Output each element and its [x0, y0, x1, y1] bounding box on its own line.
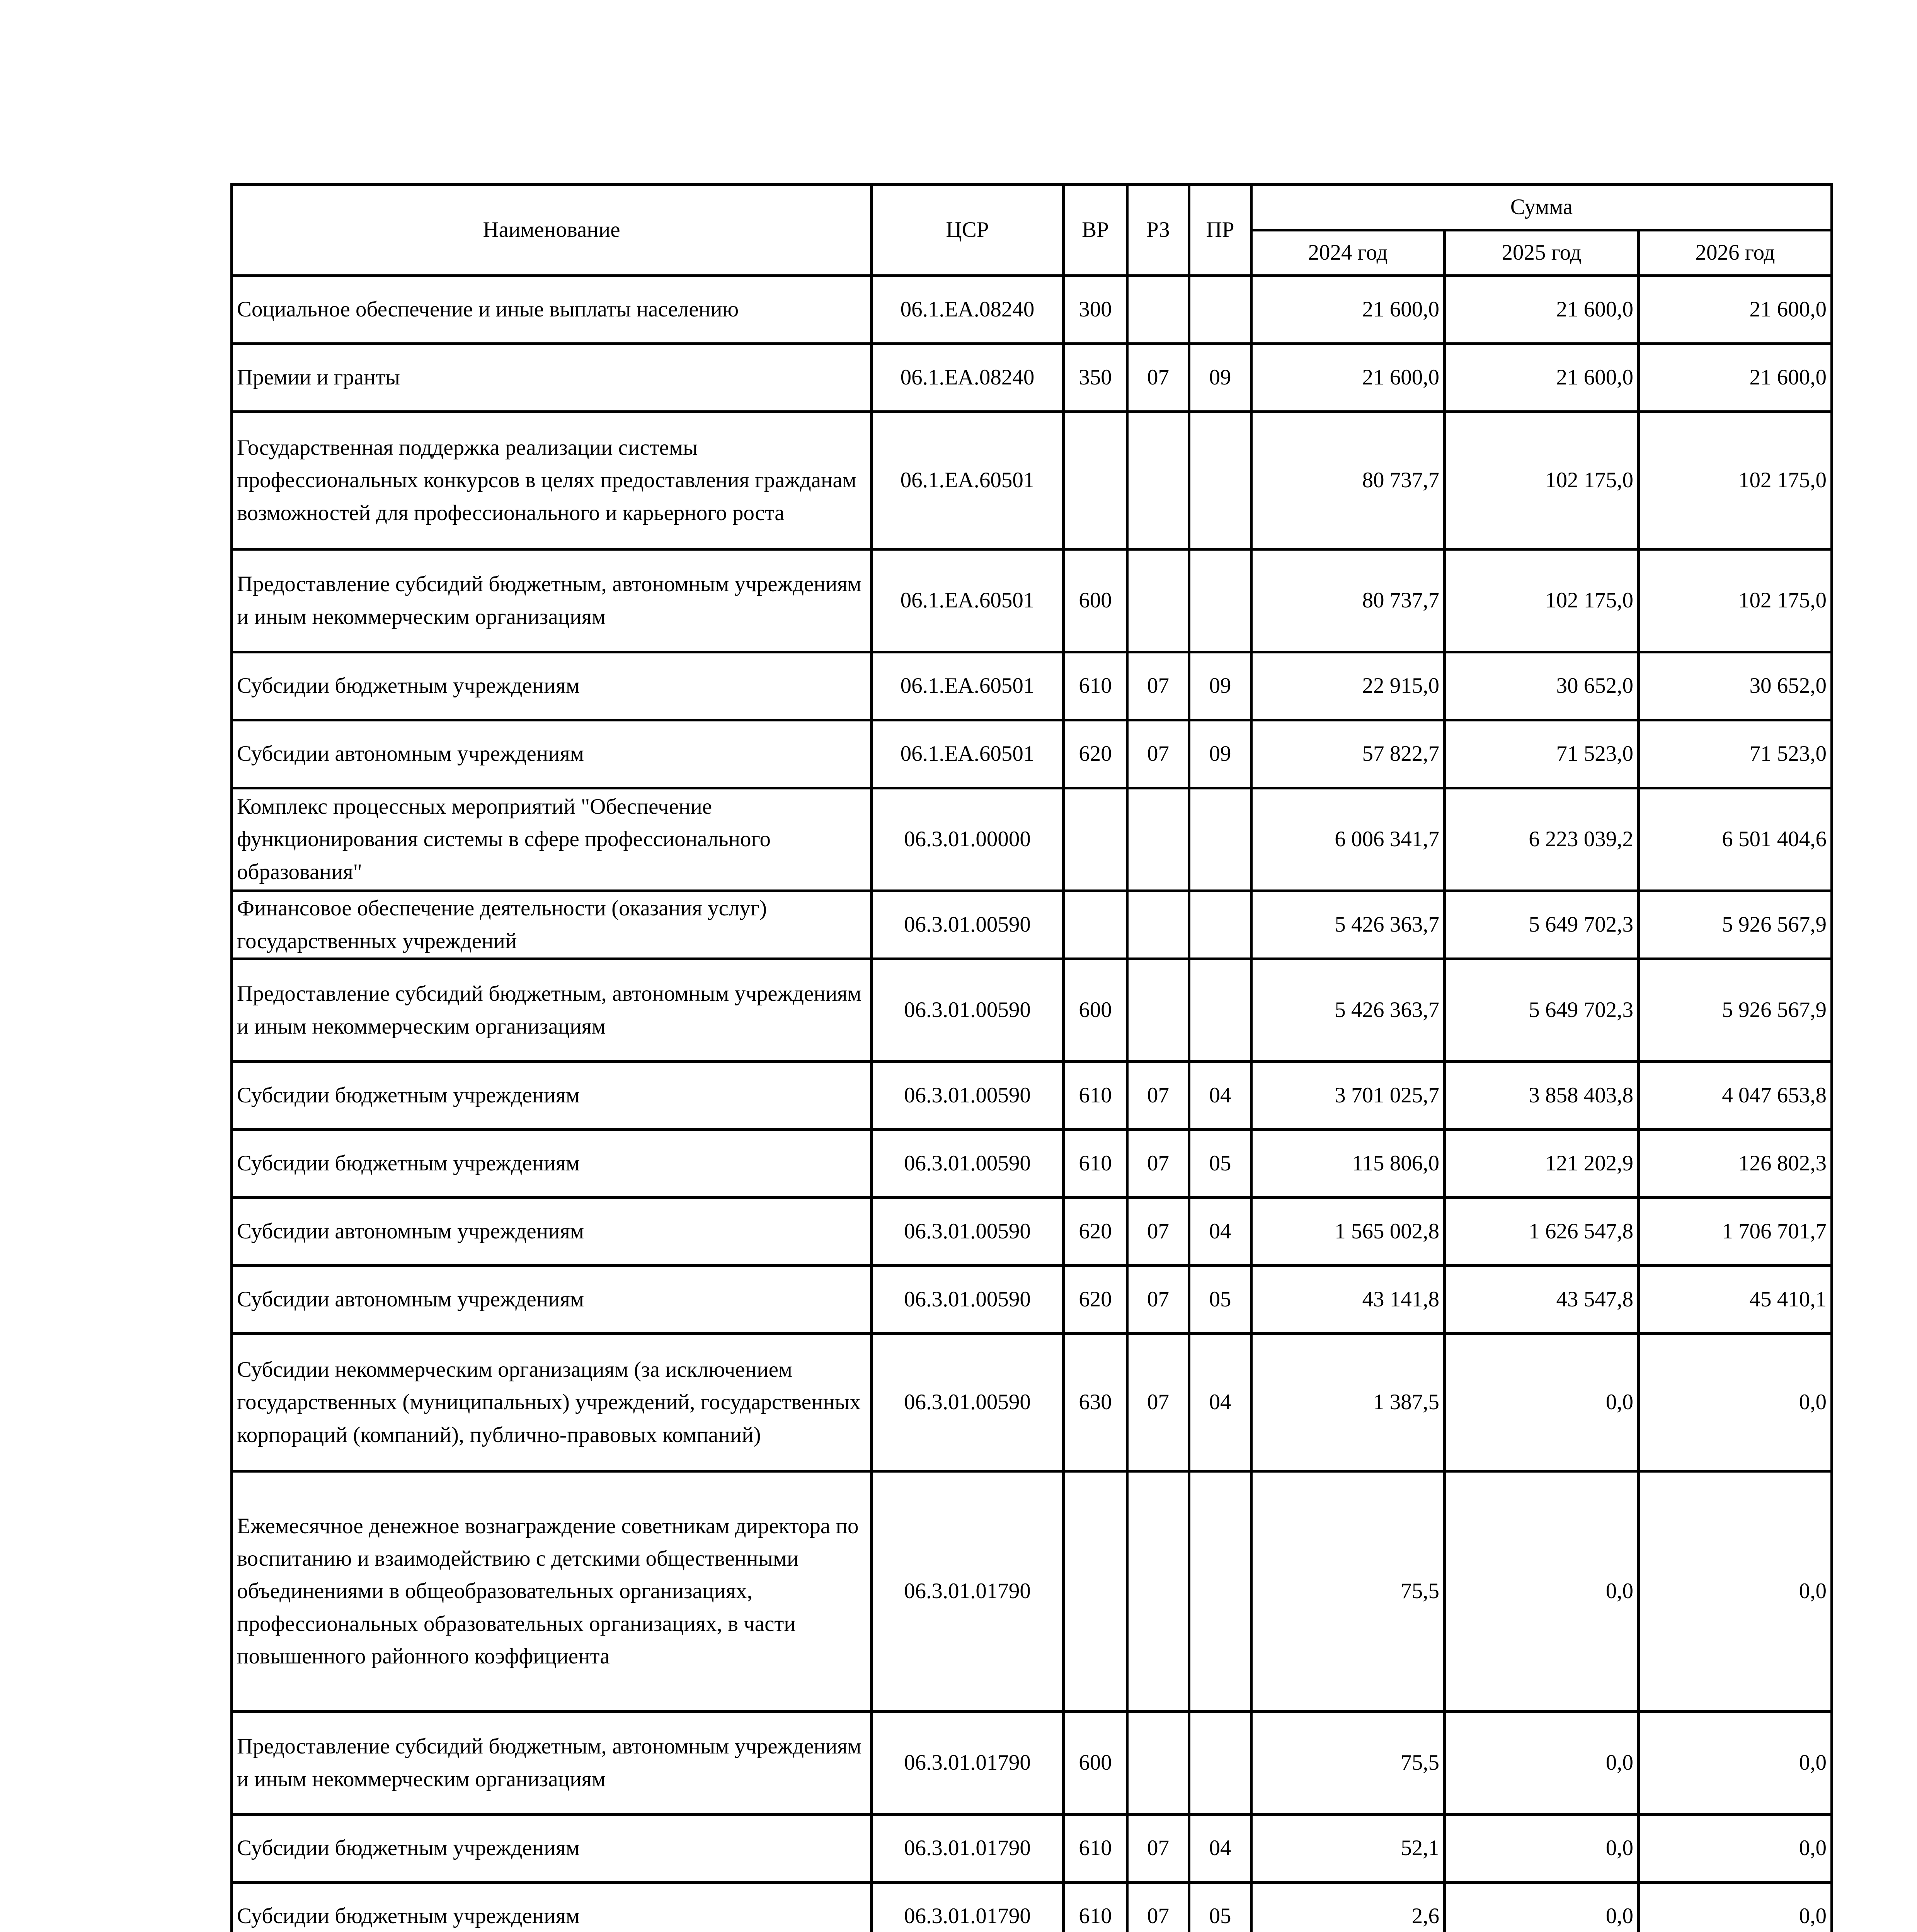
row-sum-2026: 0,0 [1639, 1815, 1832, 1883]
row-csr: 06.1.ЕА.60501 [872, 720, 1064, 788]
row-sum-2025: 121 202,9 [1445, 1130, 1639, 1198]
row-name: Субсидии автономным учреждениям [232, 1198, 872, 1266]
budget-table [230, 183, 1833, 1932]
row-name: Предоставление субсидий бюджетным, автономным учреждениям и иным некоммерческим организациям [232, 959, 872, 1062]
row-sum-2025: 0,0 [1445, 1334, 1639, 1471]
row-rz: 07 [1127, 1130, 1189, 1198]
table-row [232, 549, 1832, 652]
row-rz [1127, 891, 1189, 959]
row-sum-2024: 21 600,0 [1251, 276, 1445, 344]
table-row [232, 1198, 1832, 1266]
row-sum-2025: 5 649 702,3 [1445, 891, 1639, 959]
row-sum-2024: 2,6 [1251, 1883, 1445, 1932]
row-sum-2025: 43 547,8 [1445, 1266, 1639, 1334]
row-name: Государственная поддержка реализации системы профессиональных конкурсов в целях предоставления гражданам возможностей для профессионального и карьерного роста [232, 412, 872, 549]
header-rz: РЗ [1127, 185, 1189, 276]
row-pr [1189, 1712, 1251, 1815]
row-sum-2024: 1 565 002,8 [1251, 1198, 1445, 1266]
row-sum-2025: 71 523,0 [1445, 720, 1639, 788]
row-sum-2026: 0,0 [1639, 1471, 1832, 1712]
header-vr: ВР [1064, 185, 1127, 276]
row-rz: 07 [1127, 1883, 1189, 1932]
row-vr: 610 [1064, 1815, 1127, 1883]
row-sum-2024: 52,1 [1251, 1815, 1445, 1883]
row-sum-2024: 115 806,0 [1251, 1130, 1445, 1198]
row-sum-2024: 3 701 025,7 [1251, 1062, 1445, 1130]
row-rz: 07 [1127, 1198, 1189, 1266]
row-vr: 620 [1064, 1266, 1127, 1334]
row-vr: 610 [1064, 1062, 1127, 1130]
row-csr: 06.1.ЕА.08240 [872, 276, 1064, 344]
row-sum-2025: 21 600,0 [1445, 276, 1639, 344]
row-pr: 05 [1189, 1266, 1251, 1334]
row-sum-2025: 0,0 [1445, 1883, 1639, 1932]
row-csr: 06.3.01.01790 [872, 1712, 1064, 1815]
row-sum-2026: 102 175,0 [1639, 412, 1832, 549]
row-sum-2024: 6 006 341,7 [1251, 788, 1445, 891]
row-name: Предоставление субсидий бюджетным, автономным учреждениям и иным некоммерческим организациям [232, 1712, 872, 1815]
row-vr: 620 [1064, 1198, 1127, 1266]
row-rz: 07 [1127, 652, 1189, 720]
row-name: Субсидии некоммерческим организациям (за исключением государственных (муниципальных) учреждений, государственных корпораций (компаний), публично-правовых компаний) [232, 1334, 872, 1471]
row-pr: 09 [1189, 344, 1251, 412]
row-pr [1189, 891, 1251, 959]
header-pr: ПР [1189, 185, 1251, 276]
row-pr [1189, 276, 1251, 344]
row-rz: 07 [1127, 1266, 1189, 1334]
row-sum-2026: 0,0 [1639, 1712, 1832, 1815]
row-name: Субсидии бюджетным учреждениям [232, 1815, 872, 1883]
row-rz [1127, 788, 1189, 891]
row-sum-2025: 5 649 702,3 [1445, 959, 1639, 1062]
row-csr: 06.3.01.00590 [872, 1198, 1064, 1266]
row-csr: 06.3.01.01790 [872, 1883, 1064, 1932]
row-name: Субсидии бюджетным учреждениям [232, 1062, 872, 1130]
row-sum-2025: 102 175,0 [1445, 549, 1639, 652]
header-csr: ЦСР [872, 185, 1064, 276]
row-sum-2024: 57 822,7 [1251, 720, 1445, 788]
row-name: Субсидии бюджетным учреждениям [232, 1130, 872, 1198]
table-row [232, 1712, 1832, 1815]
table-row [232, 959, 1832, 1062]
row-rz [1127, 412, 1189, 549]
row-rz [1127, 549, 1189, 652]
row-sum-2026: 126 802,3 [1639, 1130, 1832, 1198]
table-row [232, 344, 1832, 412]
row-sum-2026: 21 600,0 [1639, 276, 1832, 344]
row-sum-2026: 5 926 567,9 [1639, 959, 1832, 1062]
row-vr: 610 [1064, 1883, 1127, 1932]
row-csr: 06.3.01.00590 [872, 1266, 1064, 1334]
row-rz: 07 [1127, 344, 1189, 412]
row-vr [1064, 1471, 1127, 1712]
table-row [232, 276, 1832, 344]
row-csr: 06.3.01.00590 [872, 891, 1064, 959]
table-row [232, 1266, 1832, 1334]
row-sum-2026: 21 600,0 [1639, 344, 1832, 412]
row-name: Субсидии автономным учреждениям [232, 720, 872, 788]
row-csr: 06.3.01.00590 [872, 1334, 1064, 1471]
row-vr: 620 [1064, 720, 1127, 788]
row-sum-2024: 75,5 [1251, 1471, 1445, 1712]
table-row [232, 1883, 1832, 1932]
row-sum-2024: 43 141,8 [1251, 1266, 1445, 1334]
table-row [232, 412, 1832, 549]
row-sum-2024: 75,5 [1251, 1712, 1445, 1815]
header-sum: Сумма [1251, 185, 1832, 230]
row-name: Социальное обеспечение и иные выплаты населению [232, 276, 872, 344]
row-rz: 07 [1127, 720, 1189, 788]
row-sum-2026: 30 652,0 [1639, 652, 1832, 720]
row-csr: 06.1.ЕА.60501 [872, 549, 1064, 652]
row-sum-2024: 21 600,0 [1251, 344, 1445, 412]
row-name: Ежемесячное денежное вознаграждение советникам директора по воспитанию и взаимодействию с детскими общественными объединениями в общеобразовательных организациях, профессиональных образовательных организациях, в части повышенного районного коэффициента [232, 1471, 872, 1712]
header-name: Наименование [232, 185, 872, 276]
row-rz [1127, 276, 1189, 344]
row-rz: 07 [1127, 1062, 1189, 1130]
row-sum-2025: 0,0 [1445, 1815, 1639, 1883]
row-pr: 04 [1189, 1198, 1251, 1266]
row-name: Субсидии бюджетным учреждениям [232, 1883, 872, 1932]
row-pr [1189, 788, 1251, 891]
table-row [232, 788, 1832, 891]
row-vr [1064, 788, 1127, 891]
row-sum-2026: 102 175,0 [1639, 549, 1832, 652]
row-sum-2025: 21 600,0 [1445, 344, 1639, 412]
row-csr: 06.1.ЕА.60501 [872, 412, 1064, 549]
row-pr: 04 [1189, 1334, 1251, 1471]
row-csr: 06.3.01.01790 [872, 1471, 1064, 1712]
row-name: Комплекс процессных мероприятий "Обеспечение функционирования системы в сфере профессионального образования" [232, 788, 872, 891]
table-row [232, 1334, 1832, 1471]
row-sum-2024: 5 426 363,7 [1251, 959, 1445, 1062]
row-vr: 600 [1064, 959, 1127, 1062]
row-sum-2026: 0,0 [1639, 1883, 1832, 1932]
row-sum-2025: 0,0 [1445, 1471, 1639, 1712]
row-vr: 600 [1064, 1712, 1127, 1815]
row-name: Субсидии бюджетным учреждениям [232, 652, 872, 720]
row-sum-2025: 102 175,0 [1445, 412, 1639, 549]
row-vr: 350 [1064, 344, 1127, 412]
row-name: Субсидии автономным учреждениям [232, 1266, 872, 1334]
row-rz: 07 [1127, 1334, 1189, 1471]
row-sum-2026: 1 706 701,7 [1639, 1198, 1832, 1266]
table-row [232, 1062, 1832, 1130]
row-rz: 07 [1127, 1815, 1189, 1883]
row-vr: 610 [1064, 652, 1127, 720]
row-pr: 05 [1189, 1130, 1251, 1198]
row-pr: 04 [1189, 1815, 1251, 1883]
row-sum-2025: 3 858 403,8 [1445, 1062, 1639, 1130]
row-sum-2025: 1 626 547,8 [1445, 1198, 1639, 1266]
table-body [232, 276, 1832, 1932]
header-year-2025: 2025 год [1445, 230, 1639, 276]
row-sum-2026: 45 410,1 [1639, 1266, 1832, 1334]
table-row [232, 891, 1832, 959]
row-csr: 06.3.01.00590 [872, 1062, 1064, 1130]
row-vr: 600 [1064, 549, 1127, 652]
row-sum-2024: 80 737,7 [1251, 549, 1445, 652]
row-vr: 610 [1064, 1130, 1127, 1198]
row-pr [1189, 549, 1251, 652]
row-name: Финансовое обеспечение деятельности (оказания услуг) государственных учреждений [232, 891, 872, 959]
row-sum-2025: 30 652,0 [1445, 652, 1639, 720]
row-sum-2026: 71 523,0 [1639, 720, 1832, 788]
row-pr: 05 [1189, 1883, 1251, 1932]
row-vr [1064, 891, 1127, 959]
row-csr: 06.3.01.00000 [872, 788, 1064, 891]
row-vr: 300 [1064, 276, 1127, 344]
table-row [232, 652, 1832, 720]
header-year-2026: 2026 год [1639, 230, 1832, 276]
row-pr [1189, 1471, 1251, 1712]
row-csr: 06.3.01.01790 [872, 1815, 1064, 1883]
row-sum-2024: 22 915,0 [1251, 652, 1445, 720]
row-rz [1127, 1712, 1189, 1815]
row-csr: 06.1.ЕА.60501 [872, 652, 1064, 720]
row-pr: 09 [1189, 652, 1251, 720]
row-sum-2024: 1 387,5 [1251, 1334, 1445, 1471]
row-sum-2026: 5 926 567,9 [1639, 891, 1832, 959]
row-rz [1127, 959, 1189, 1062]
row-vr [1064, 412, 1127, 549]
row-vr: 630 [1064, 1334, 1127, 1471]
row-sum-2026: 4 047 653,8 [1639, 1062, 1832, 1130]
table-row [232, 1471, 1832, 1712]
row-sum-2026: 0,0 [1639, 1334, 1832, 1471]
row-csr: 06.1.ЕА.08240 [872, 344, 1064, 412]
table-row [232, 720, 1832, 788]
table-row [232, 1130, 1832, 1198]
row-csr: 06.3.01.00590 [872, 959, 1064, 1062]
row-sum-2025: 6 223 039,2 [1445, 788, 1639, 891]
row-pr [1189, 959, 1251, 1062]
row-pr [1189, 412, 1251, 549]
row-csr: 06.3.01.00590 [872, 1130, 1064, 1198]
row-sum-2025: 0,0 [1445, 1712, 1639, 1815]
row-rz [1127, 1471, 1189, 1712]
header-year-2024: 2024 год [1251, 230, 1445, 276]
row-name: Предоставление субсидий бюджетным, автономным учреждениям и иным некоммерческим организациям [232, 549, 872, 652]
row-sum-2026: 6 501 404,6 [1639, 788, 1832, 891]
row-sum-2024: 80 737,7 [1251, 412, 1445, 549]
row-pr: 04 [1189, 1062, 1251, 1130]
row-name: Премии и гранты [232, 344, 872, 412]
table-row [232, 1815, 1832, 1883]
row-sum-2024: 5 426 363,7 [1251, 891, 1445, 959]
row-pr: 09 [1189, 720, 1251, 788]
